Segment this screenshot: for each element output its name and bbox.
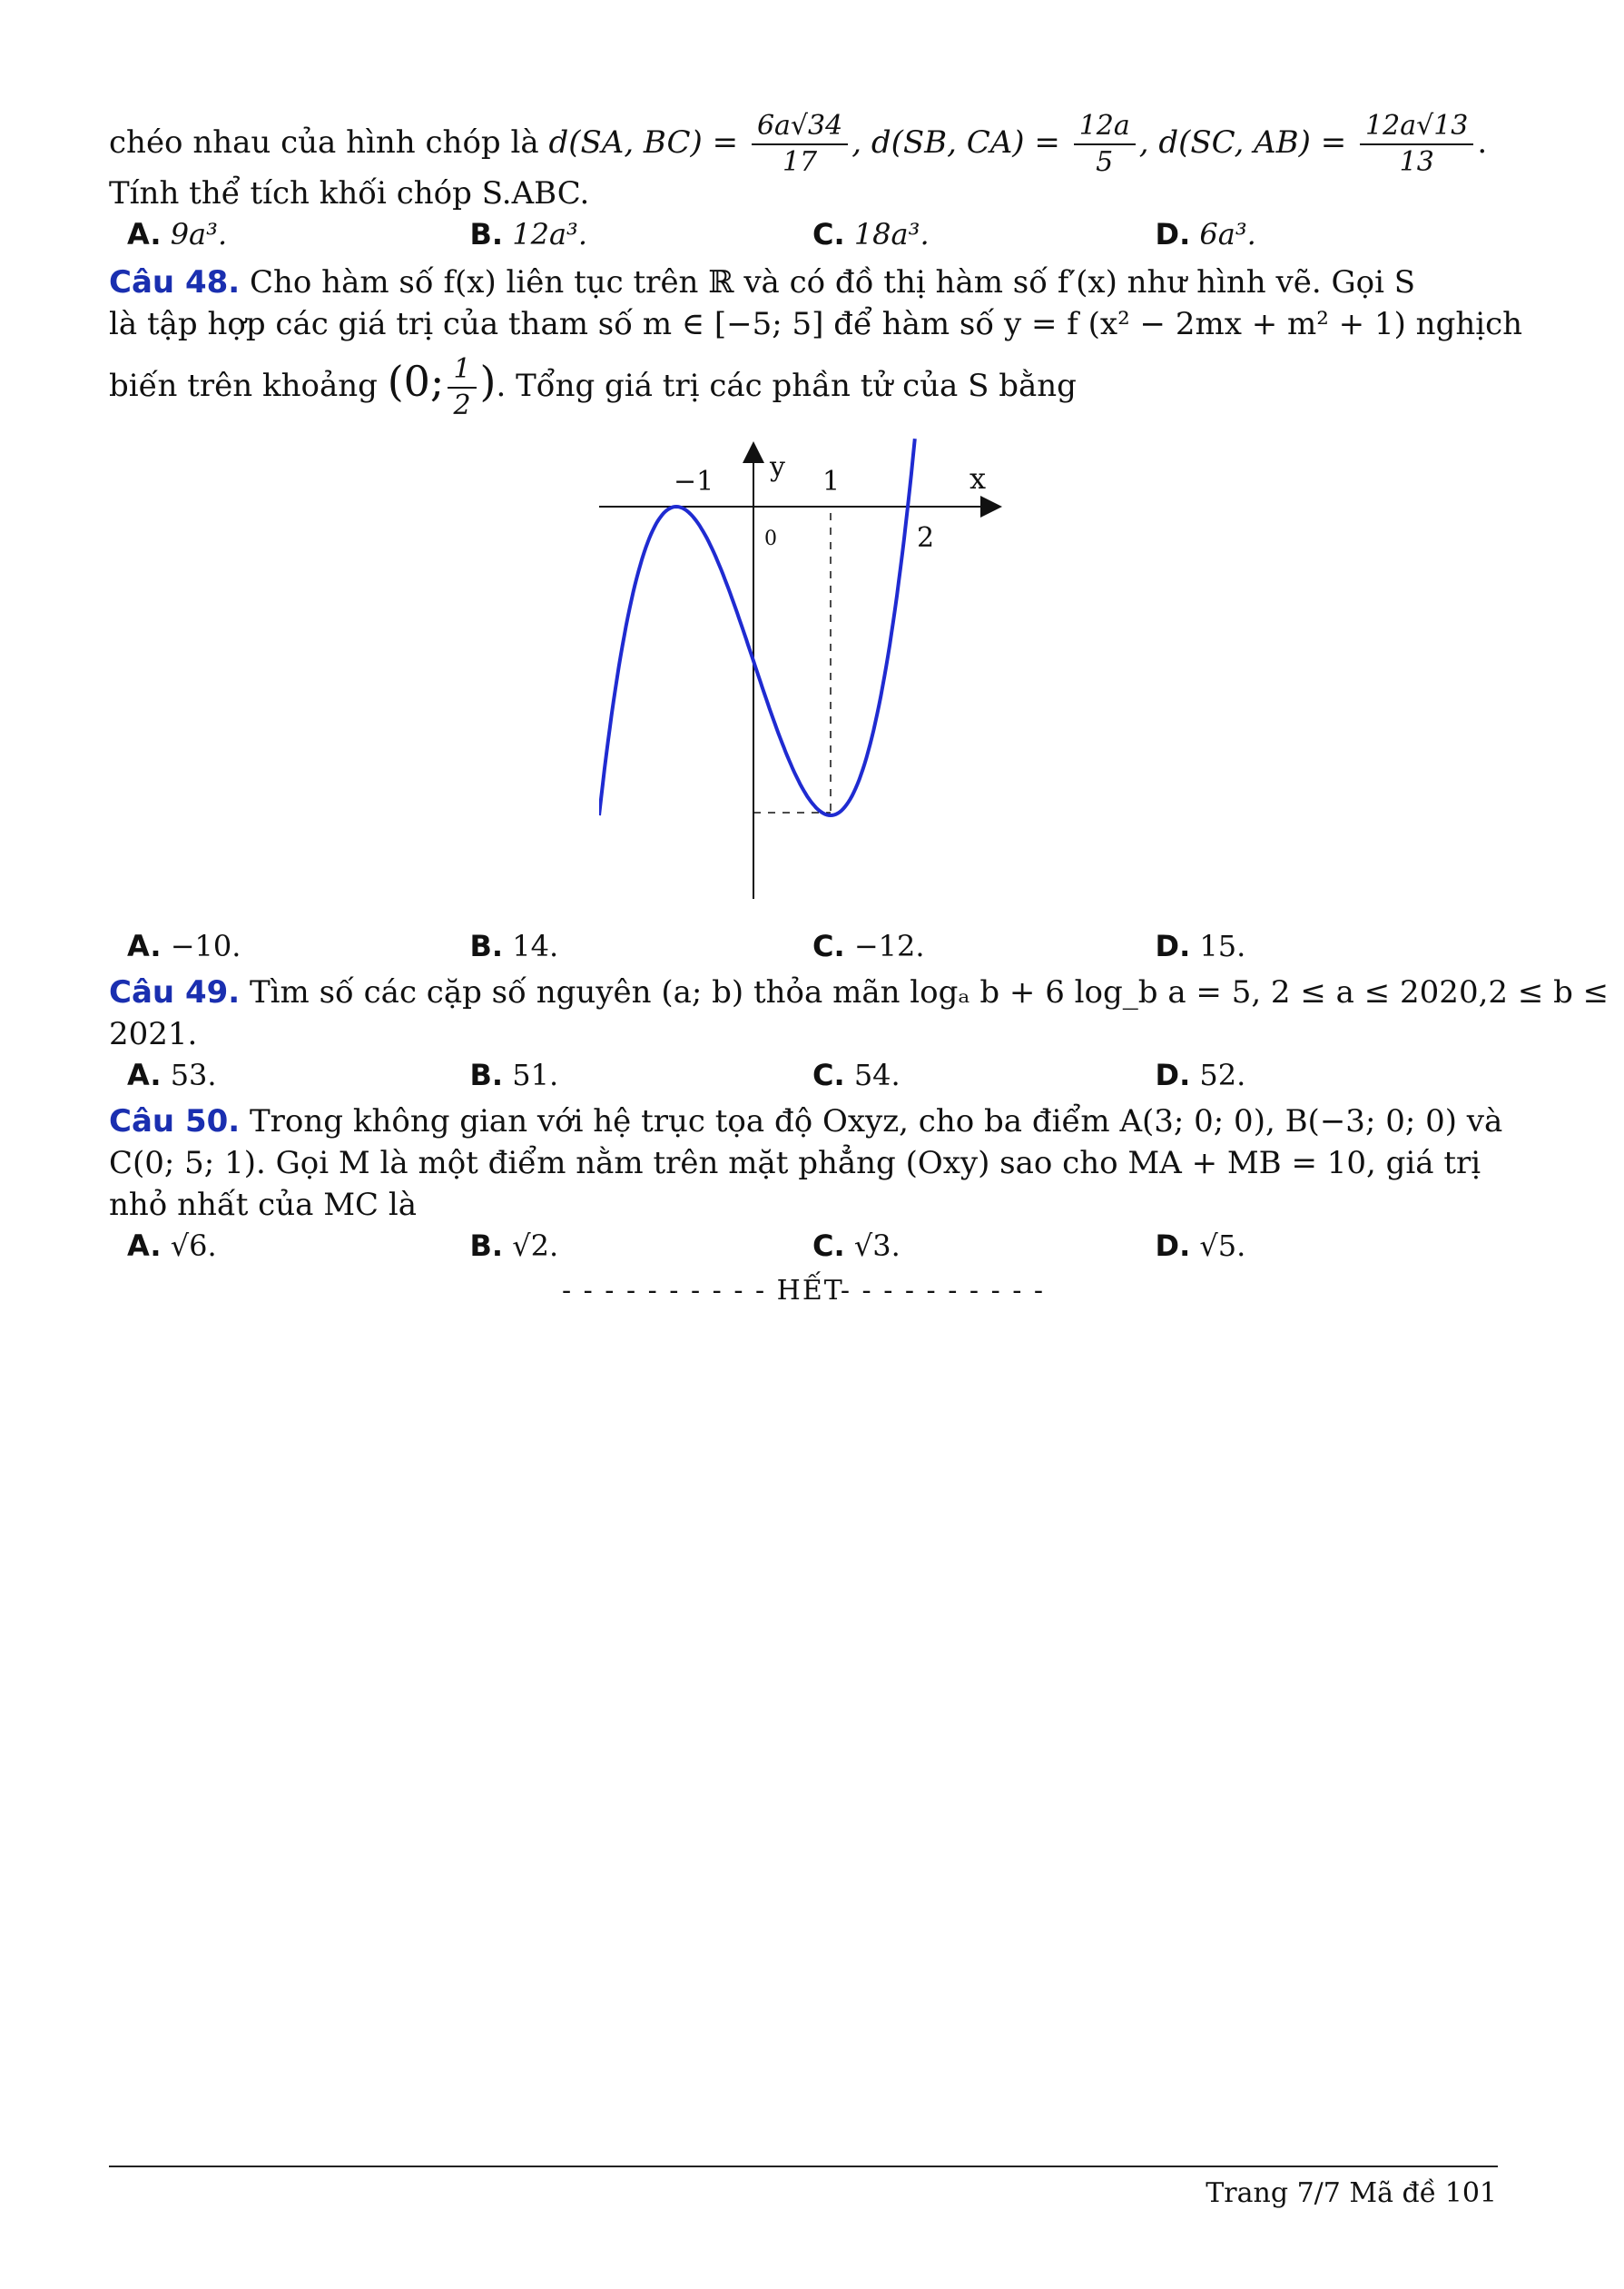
q48-option-b[interactable] [470,926,813,966]
q47-d3-den: 13 [1399,146,1434,178]
q48-interval-num: 1 [448,352,476,389]
q47-option-b[interactable] [470,214,813,254]
q48-option-c[interactable] [812,926,1156,966]
graph-svg [599,427,1017,917]
option-value: 9a³. [170,217,228,252]
q47-d1-fraction [752,109,848,180]
option-value: 15. [1199,929,1246,963]
page-footer: Trang 7/7 Mã đề 101 [1206,2177,1497,2209]
option-value: 54. [853,1058,901,1092]
q50-option-a[interactable] [127,1226,470,1266]
tick-label-1: 1 [822,466,841,498]
q50-text1: Trong không gian với hệ trục tọa độ Oxyz, cho ba điểm A(3; 0; 0), B(−3; 0; 0) và [240,1103,1503,1140]
q49-text1: Tìm số các cặp số nguyên (a; b) thỏa mãn logₐ b + 6 log_b a = 5, 2 ≤ a ≤ 2020,2 ≤ b ≤ [240,974,1609,1011]
q47-option-d[interactable] [1156,214,1499,254]
q50-option-d[interactable] [1156,1226,1499,1266]
q47-prefix: chéo nhau của hình chóp là [109,124,549,161]
q48-text3-suffix: . Tổng giá trị các phần tử của S bằng [496,368,1077,404]
option-value: 53. [170,1058,217,1092]
option-value: 6a³. [1199,217,1256,252]
q48-derivative-graph [599,427,1017,917]
option-value: √2. [512,1228,559,1263]
q48-interval-open: (0; [387,357,445,406]
option-value: −10. [170,929,241,963]
q49-option-b[interactable] [470,1055,813,1095]
q47-d3-label: , d(SC, AB) = [1138,124,1347,161]
q50-option-b[interactable] [470,1226,813,1266]
q48-options [127,926,1498,966]
q47-line1: chéo nhau của hình chóp là d(SA, BC) = $\frac{6a√34}{17}$ , d(SB, CA) = $\frac{12a}{5}$ , d(SC, AB) = $\frac{12a√13}{13}$ . [109,110,1488,178]
q49-line2: 2021. [109,1016,198,1052]
option-letter: C. [812,217,845,252]
q47-d1-den: 17 [782,146,818,178]
option-letter: B. [469,1228,504,1263]
q47-option-c[interactable] [812,214,1156,254]
option-letter: B. [469,217,504,252]
option-value: √6. [170,1228,217,1263]
q48-text1: Cho hàm số f(x) liên tục trên ℝ và có đồ thị hàm số f′(x) như hình vẽ. Gọi S [240,264,1416,301]
option-value: 52. [1199,1058,1246,1092]
q48-interval-den: 2 [453,390,471,421]
option-letter: A. [127,929,162,963]
option-letter: B. [469,929,504,963]
exam-page [109,109,1609,1307]
q49-option-a[interactable] [127,1055,470,1095]
option-value: √5. [1199,1228,1246,1263]
y-axis-label: y [770,451,785,483]
option-letter: C. [812,1058,845,1092]
option-value: −12. [853,929,925,963]
option-value: 51. [512,1058,559,1092]
q48-text3-prefix: biến trên khoảng [109,368,388,404]
derivative-curve [599,439,915,815]
q47-d2-den: 5 [1096,146,1114,178]
q47-d1-num: 6a√34 [752,109,848,145]
q48-interval-fraction [448,352,476,423]
q48-title: Câu 48. [109,264,241,301]
q50-options [127,1226,1498,1266]
q47-d2-label: , d(SB, CA) = [851,124,1060,161]
option-value: √3. [853,1228,901,1263]
q47-d2-fraction [1074,109,1136,180]
q48-interval-close: ) [479,357,497,406]
q49-options [127,1055,1498,1095]
option-letter: B. [469,1058,504,1092]
option-letter: C. [812,1228,845,1263]
q49-line1 [109,972,1609,1013]
q48-option-d[interactable] [1156,926,1499,966]
q50-line3: nhỏ nhất của MC là [109,1187,417,1223]
q47-d2-num: 12a [1074,109,1136,145]
q48-line2: là tập hợp các giá trị của tham số m ∈ [−5; 5] để hàm số y = f (x² − 2mx + m² + 1) nghịch [109,306,1523,342]
q50-line2: C(0; 5; 1). Gọi M là một điểm nằm trên mặt phẳng (Oxy) sao cho MA + MB = 10, giá trị [109,1145,1481,1181]
x-axis-label: x [969,461,987,496]
origin-label: 0 [764,528,777,550]
q50-line1 [109,1100,1503,1142]
q48-line1 [109,261,1498,303]
q50-title: Câu 50. [109,1103,241,1140]
option-letter: A. [127,217,162,252]
option-letter: A. [127,1058,162,1092]
tick-label-2: 2 [917,522,935,554]
option-letter: A. [127,1228,162,1263]
option-value: 12a³. [512,217,588,252]
q47-line2: Tính thể tích khối chóp S.ABC. [109,175,590,212]
end-marker: - - - - - - - - - - HẾT- - - - - - - - - - [561,1275,1046,1307]
option-value: 18a³. [853,217,930,252]
q47-d3-fraction [1360,109,1473,180]
q50-option-c[interactable] [812,1226,1156,1266]
q49-title: Câu 49. [109,974,241,1011]
q48-line3 [109,345,1498,421]
option-letter: C. [812,929,845,963]
q47-d1-label: d(SA, BC) = [548,124,739,161]
q47-d3-num: 12a√13 [1360,109,1473,145]
option-value: 14. [512,929,559,963]
option-letter: D. [1155,217,1191,252]
footer-divider [109,2166,1498,2167]
q47-option-a[interactable] [127,214,470,254]
q49-option-c[interactable] [812,1055,1156,1095]
option-letter: D. [1155,1058,1191,1092]
option-letter: D. [1155,1228,1191,1263]
tick-label-neg1: −1 [674,466,714,498]
q49-option-d[interactable] [1156,1055,1499,1095]
q48-option-a[interactable] [127,926,470,966]
option-letter: D. [1155,929,1191,963]
q47-options [127,214,1498,254]
